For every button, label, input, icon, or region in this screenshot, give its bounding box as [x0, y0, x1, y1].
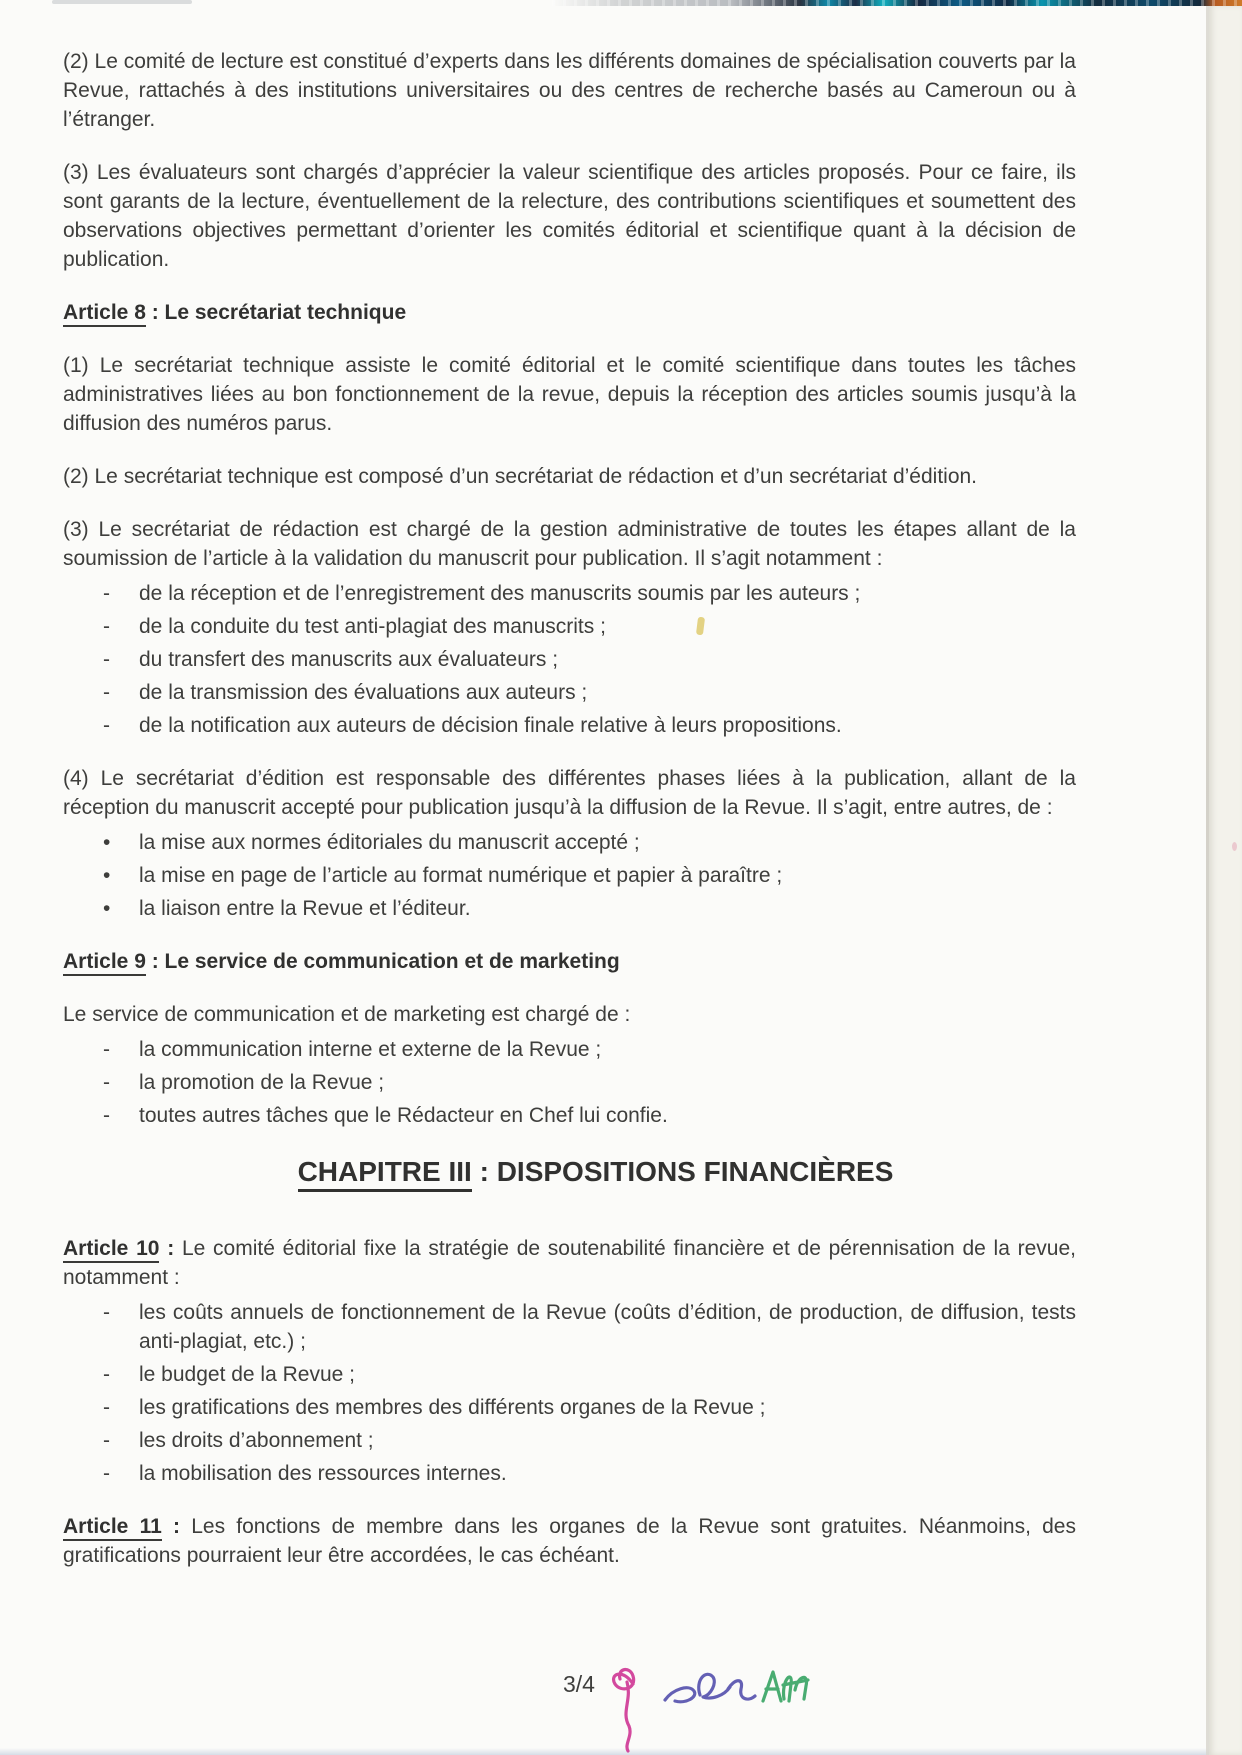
signature-blue-icon [665, 1674, 755, 1701]
list-item: • la liaison entre la Revue et l’éditeur. [63, 894, 1076, 923]
list-item: - les coûts annuels de fonctionnement de la Revue (coûts d’édition, de production, de diffusion, tests anti-plagiat, etc.) ; [63, 1298, 1076, 1356]
article10-paragraph: Article 10 : Le comité éditorial fixe la stratégie de soutenabilité financière et de pérennisation de la revue, notamment : [63, 1237, 1076, 1289]
article10-label: Article 10 [63, 1237, 159, 1263]
ink-dot-mark [1232, 842, 1237, 851]
article8-label: Article 8 [63, 301, 146, 327]
list-item: - de la transmission des évaluations aux auteurs ; [63, 678, 1076, 707]
scanner-top-edge-band [552, 0, 1242, 6]
redaction-task-list [63, 579, 1076, 740]
list-item: - la mobilisation des ressources internes. [63, 1459, 1076, 1488]
signature-green-icon [763, 1672, 808, 1701]
list-item: • la mise aux normes éditoriales du manuscrit accepté ; [63, 828, 1076, 857]
bullet-marker: • [103, 897, 111, 920]
page-number: 3/4 [563, 1671, 595, 1697]
article8-paragraph-3: (3) Le secrétariat de rédaction est chargé de la gestion administrative de toutes les étapes allant de la soumission de l’article à la validation du manuscrit pour publication. Il s’agit notamment : [63, 518, 1076, 570]
paragraph-2: (2) Le comité de lecture est constitué d’experts dans les différents domaines de spécialisation couverts par la Revue, rattachés à des institutions universitaires ou des centres de recherche basés au Cameroun ou à l’étranger. [63, 50, 1076, 131]
dash-marker: - [103, 714, 110, 737]
article9-title: : Le service de communication et de marketing [145, 950, 620, 973]
list-item: - toutes autres tâches que le Rédacteur en Chef lui confie. [63, 1101, 1076, 1130]
dash-marker: - [103, 1363, 110, 1386]
dash-marker: - [103, 1104, 110, 1127]
dash-marker: - [103, 648, 110, 671]
bullet-marker: • [103, 831, 111, 854]
dash-marker: - [103, 1429, 110, 1452]
article8-paragraph-1: (1) Le secrétariat technique assiste le comité éditorial et le comité scientifique dans toutes les tâches administratives liées au bon fonctionnement de la revue, depuis la réception des articles soumis jusqu’à la diffusion des numéros parus. [63, 354, 1076, 435]
article11-label: Article 11 [63, 1515, 162, 1541]
article8-paragraph-2: (2) Le secrétariat technique est composé d’un secrétariat de rédaction et d’un secrétariat d’édition. [63, 465, 978, 488]
scan-smudge [52, 0, 192, 4]
dash-marker: - [103, 1462, 110, 1485]
dash-marker: - [103, 1038, 110, 1061]
article9-intro: Le service de communication et de marketing est chargé de : [63, 1003, 631, 1026]
list-item: - de la notification aux auteurs de décision finale relative à leurs propositions. [63, 711, 1076, 740]
dash-marker: - [103, 1301, 110, 1324]
dash-marker: - [103, 582, 110, 605]
chapter3-label: CHAPITRE III [298, 1156, 472, 1192]
paragraph-3: (3) Les évaluateurs sont chargés d’apprécier la valeur scientifique des articles proposés. Pour ce faire, ils sont garants de la lecture, éventuellement de la relecture, des contributions scientifiques et soumettent des observations objectives permettant d’orienter les comités éditorial et scientifique quant à la décision de publication. [63, 161, 1076, 271]
article11-paragraph: Article 11 : Les fonctions de membre dans les organes de la Revue sont gratuites. Néanmoins, des gratifications pourraient leur être accordées, le cas échéant. [63, 1515, 1076, 1567]
list-item: - de la réception et de l’enregistrement des manuscrits soumis par les auteurs ; [63, 579, 1076, 608]
chapter3-title: : DISPOSITIONS FINANCIÈRES [471, 1156, 894, 1187]
communication-task-list [63, 1035, 1076, 1130]
list-item: - de la conduite du test anti-plagiat des manuscrits ; [63, 612, 1076, 641]
signature-pink-icon [614, 1670, 634, 1751]
list-item: - du transfert des manuscrits aux évaluateurs ; [63, 645, 1076, 674]
list-item: - la promotion de la Revue ; [63, 1068, 1076, 1097]
dash-marker: - [103, 615, 110, 638]
dash-marker: - [103, 681, 110, 704]
adjacent-page-edge [1209, 5, 1242, 1755]
list-item: - les droits d’abonnement ; [63, 1426, 1076, 1455]
article8-paragraph-4: (4) Le secrétariat d’édition est responsable des différentes phases liées à la publication, allant de la réception du manuscrit accepté pour publication jusqu’à la diffusion de la Revue. Il s’agit, entre autres, de : [63, 767, 1076, 819]
article8-title: : Le secrétariat technique [145, 301, 407, 324]
list-item: - le budget de la Revue ; [63, 1360, 1076, 1389]
edition-task-list [63, 828, 1076, 923]
page-edge-seam [1206, 0, 1209, 1755]
dash-marker: - [103, 1396, 110, 1419]
list-item: • la mise en page de l’article au format numérique et papier à paraître ; [63, 861, 1076, 890]
list-item: - les gratifications des membres des différents organes de la Revue ; [63, 1393, 1076, 1422]
article8-heading [63, 298, 1076, 327]
bullet-marker: • [103, 864, 111, 887]
article9-heading [63, 947, 1076, 976]
chapter3-heading [63, 1154, 1076, 1190]
dash-marker: - [103, 1071, 110, 1094]
list-item: - la communication interne et externe de la Revue ; [63, 1035, 1076, 1064]
handwritten-signatures [603, 1658, 833, 1755]
finance-item-list [63, 1298, 1076, 1488]
article9-label: Article 9 [63, 950, 146, 976]
document-page [63, 24, 1076, 1594]
